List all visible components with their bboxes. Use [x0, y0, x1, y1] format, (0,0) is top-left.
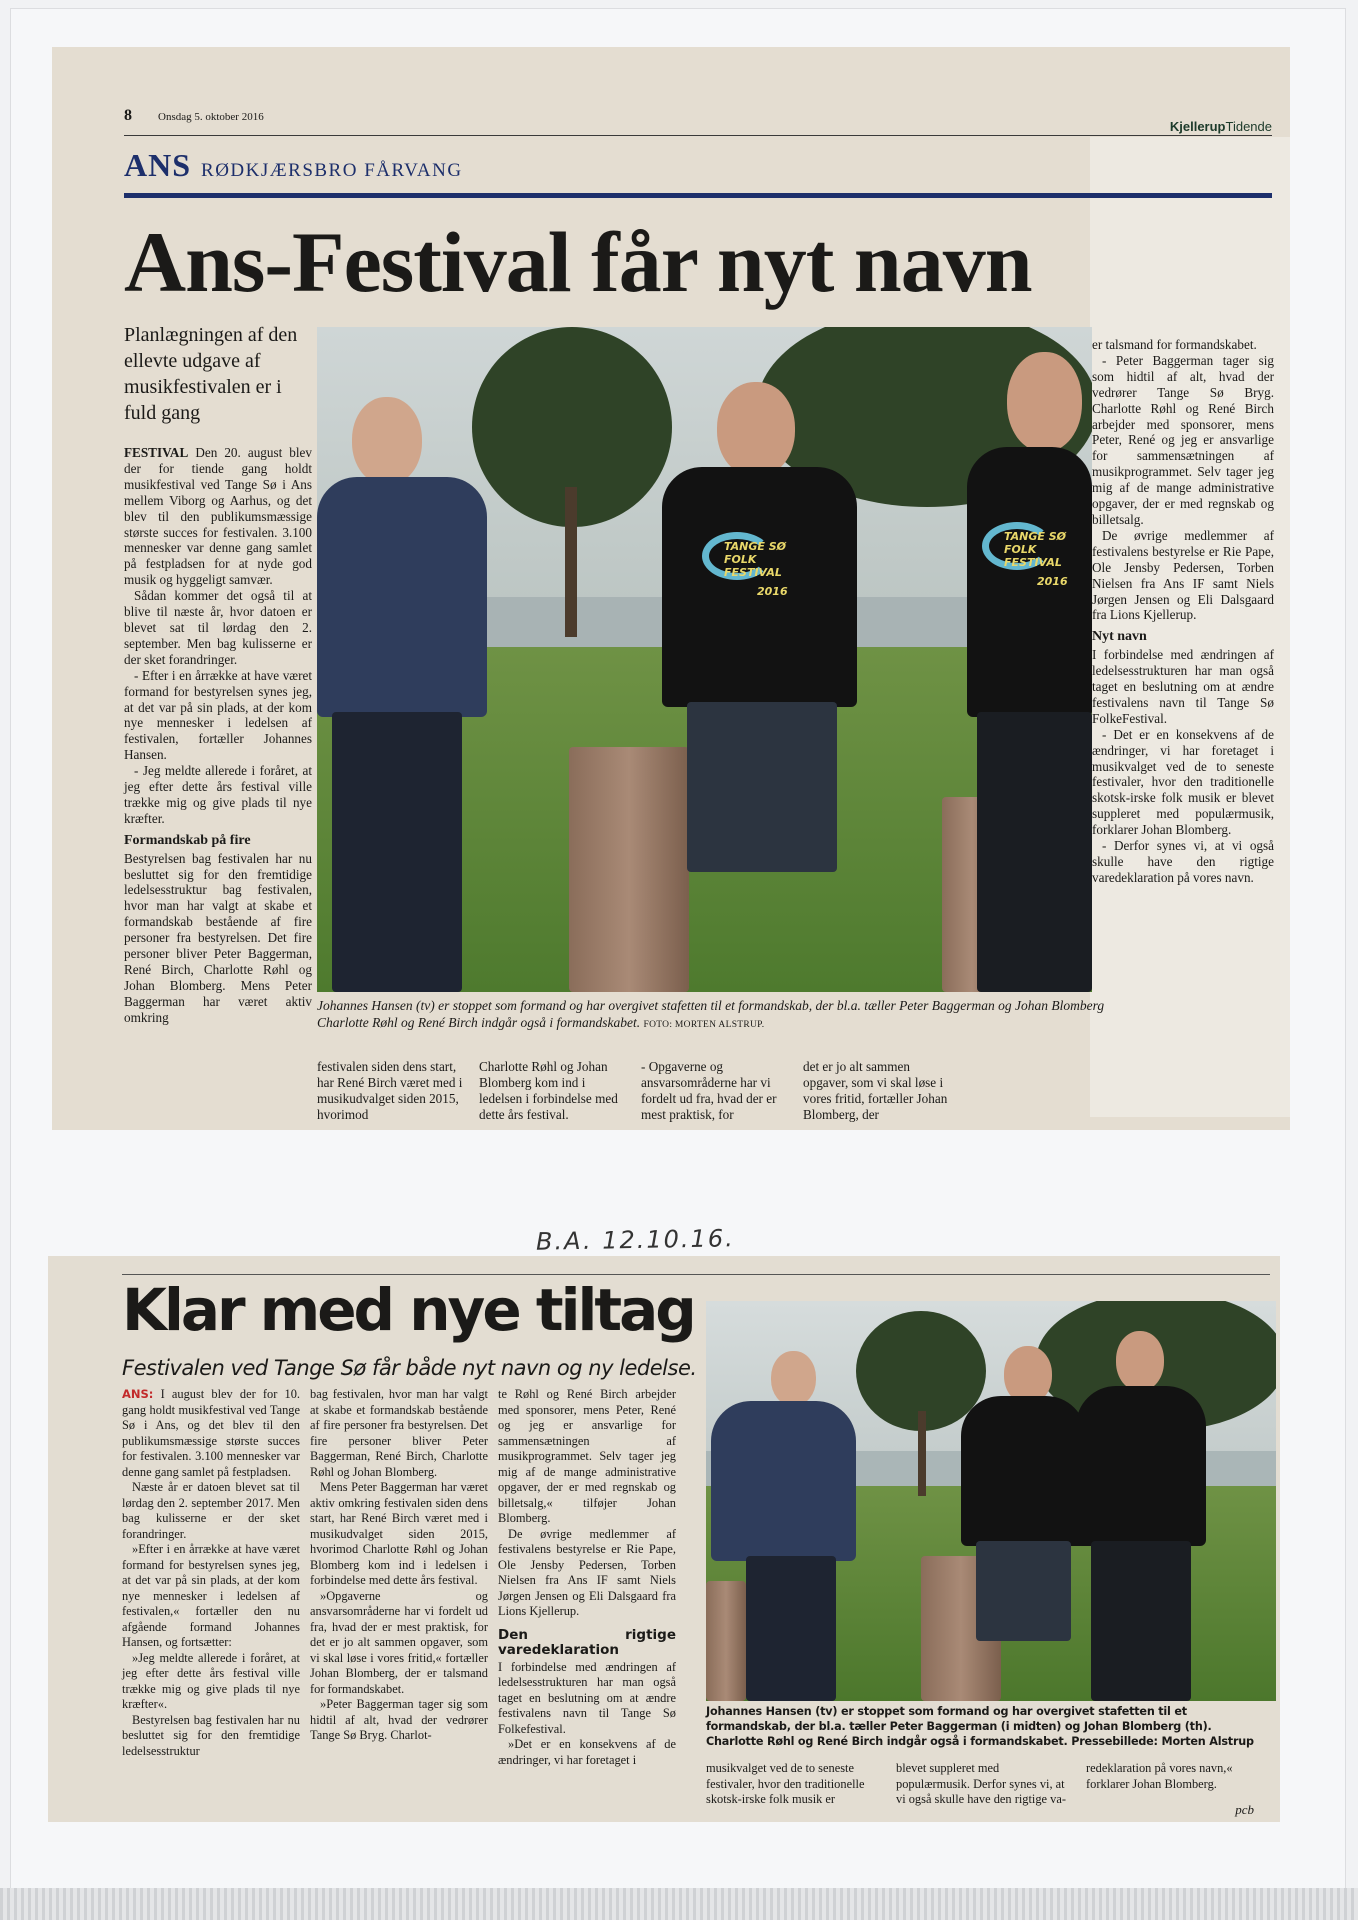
text-columns — [122, 1387, 676, 1768]
paragraph: bag festivalen, hvor man har valgt at skabe et formandskab bestående af fire personer fra bestyrelsen. Det fire personer bliver Peter Baggerman, René Birch, Charlotte Røhl og Johan Blomberg. — [310, 1387, 488, 1479]
paragraph: I forbindelse med ændringen af ledelsesstrukturen har man også taget en beslutning om at ændre festivalens navn til Tange Sø FolkeFestival. — [1092, 647, 1274, 726]
binder-edge — [0, 1888, 1358, 1920]
photo-caption — [317, 997, 1107, 1034]
headline: Klar med nye tiltag — [122, 1276, 694, 1344]
column: festivalen siden dens start, har René Birch været med i musikudvalget siden 2015, hvorimod — [317, 1059, 463, 1122]
head — [771, 1351, 816, 1406]
column-2 — [310, 1387, 488, 1768]
paragraph: - Jeg meldte allerede i foråret, at jeg efter dette års festival ville trække mig og give plads til nye kræfter. — [124, 763, 312, 826]
page-folio — [124, 107, 264, 125]
shorts — [687, 702, 837, 872]
festival-logo — [702, 532, 788, 598]
paragraph: »Det er en konsekvens af de ændringer, vi har foretaget i — [498, 1737, 676, 1767]
head — [1007, 352, 1082, 452]
subhead: Nyt navn — [1092, 629, 1147, 645]
section-main: ANS — [124, 147, 192, 183]
paper-name-regular: Tidende — [1225, 119, 1272, 134]
paper-name-bold: Kjellerup — [1169, 119, 1226, 134]
page-number: 8 — [124, 107, 132, 124]
paragraph: »Peter Baggerman tager sig som hidtil af alt, hvad der vedrører Tange Sø Bryg. Charlot- — [310, 1697, 488, 1742]
subhead: Formandskab på fire — [124, 832, 251, 848]
granite-post — [706, 1581, 746, 1701]
column: Charlotte Røhl og Johan Blomberg kom ind i ledelsen i forbindelse med dette års festival. — [479, 1059, 618, 1122]
divider — [124, 135, 1272, 136]
deck: Planlægningen af den ellevte udgave af musikfestivalen er i fuld gang — [124, 324, 298, 424]
paragraph: Næste år er datoen blevet sat til lørdag den 2. september 2017. Men bag kulisserne er der sket forandringer. — [122, 1480, 300, 1541]
head — [717, 382, 795, 477]
column-3 — [498, 1387, 676, 1768]
photo-caption: Johannes Hansen (tv) er stoppet som formand og har overgivet stafetten til et formandskab, der bl.a. tæller Peter Baggerman (i midten) og Johan Blomberg (th). Charlotte Røhl og René Birch indgår også i formandskabet. Pressebillede: Morten Alstrup — [706, 1705, 1254, 1748]
section-rule — [124, 193, 1272, 198]
tree-trunk — [918, 1411, 926, 1496]
section-sub: RØDKJÆRSBRO FÅRVANG — [201, 160, 463, 181]
head — [1116, 1331, 1164, 1391]
column: - Opgaverne og ansvarsområderne har vi fordelt ud fra, hvad der er mest praktisk, for — [641, 1059, 777, 1122]
photo-three-men-at-lake — [317, 327, 1092, 992]
paragraph: »Jeg meldte allerede i foråret, at jeg efter dette års festival ville trække mig og give plads til nye kræfter«. — [122, 1650, 300, 1711]
sweater — [711, 1401, 856, 1561]
divider — [122, 1274, 1270, 1275]
kicker: FESTIVAL — [124, 445, 189, 460]
bottom-columns — [317, 1059, 1107, 1123]
paragraph: - Efter i en årrække at have været formand for bestyrelsen synes jeg, at det var på sin plads, at der kom nye mennesker i ledelsen af festivalen, fortæller Johannes Hansen. — [124, 667, 312, 763]
newspaper-clipping-ba — [48, 1256, 1280, 1822]
headline: Ans-Festival får nyt navn — [124, 214, 1032, 310]
section-header — [124, 147, 463, 184]
column: det er jo alt sammen opgaver, som vi skal løse i vores fritid, fortæller Johan Blomberg, der — [803, 1059, 948, 1122]
bottom-columns — [706, 1761, 1262, 1808]
logo-year: 2016 — [1037, 575, 1068, 588]
paragraph: er talsmand for formandskabet. — [1092, 337, 1257, 352]
logo-text: TANGE SØ FOLK FESTIVAL — [724, 540, 787, 579]
festival-logo — [982, 522, 1068, 588]
paragraph: te Røhl og René Birch arbejder med sponsorer, mens Peter, René og jeg er ansvarlige for sammensætningen af musikprogrammet. Selv tager jeg mig af de mange administrative opgaver, der er med regnskab og billetsalg,« tilføjer Johan Blomberg. — [498, 1387, 676, 1525]
tree-trunk — [565, 487, 577, 637]
kicker: ANS: — [122, 1387, 154, 1401]
paragraph: Bestyrelsen bag festivalen har nu besluttet sig for den fremtidige ledelsesstruktur bag festivalen, hvor man har valgt at skabe et formandskab bestående af fire personer fra bestyrelsen. Det fire personer bliver Peter Baggerman, René Birch, Charlotte Røhl og Johan Blomberg. Mens Peter Baggerman har været aktiv omkring — [124, 850, 312, 1025]
photo-credit: FOTO: MORTEN ALSTRUP. — [643, 1020, 765, 1030]
column: blevet suppleret med populærmusik. Derfor synes vi, at vi også skulle have den rigtige va- — [896, 1761, 1066, 1806]
paragraph-text: Den 20. august blev der for tiende gang holdt musikfestival ved Tange Sø i Ans mellem Viborg og Aarhus, og det blev til den publikumsmæssige største succes for festivalen. 3.100 mennesker var denne gang samlet på festpladsen for at nyde god musik og hyggeligt samvær. — [124, 445, 313, 588]
paragraph — [122, 1387, 300, 1480]
right-column — [1092, 337, 1274, 886]
handwritten-note: B.A. 12.10.16. — [535, 1224, 735, 1256]
paragraph: De øvrige medlemmer af festivalens bestyrelse er Rie Pape, Ole Jensby Pedersen, Torben Nielsen fra Ans IF samt Niels Jørgen Jensen og Eli Dalsgaard fra Lions Kjellerup. — [498, 1526, 676, 1618]
paragraph: Bestyrelsen bag festivalen har nu besluttet sig for den fremtidige ledelsesstruktur — [122, 1712, 300, 1758]
issue-date: Onsdag 5. oktober 2016 — [158, 111, 264, 123]
subhead: Den rigtige varedeklaration — [498, 1626, 676, 1658]
paragraph: Sådan kommer det også til at blive til næste år, hvor datoen er blevet sat til lørdag den 2. september. Men bag kulisserne er der sket forandringer. — [124, 588, 312, 667]
paragraph: »Opgaverne og ansvarsområderne har vi fordelt ud fra, hvad der er mest praktisk, for det er jo alt sammen opgaver, som vi skal løse i vores fritid,« fortæller Johan Blomberg, der er talsmand for formandskabet. — [310, 1588, 488, 1696]
column-1 — [122, 1387, 300, 1768]
deck: Festivalen ved Tange Sø får både nyt navn og ny ledelse. — [122, 1356, 697, 1380]
paragraph: De øvrige medlemmer af festivalens bestyrelse er Rie Pape, Ole Jensby Pedersen, Torben Nielsen fra Ans IF samt Niels Jørgen Jensen og Eli Dalsgaard fra Lions Kjellerup. — [1092, 527, 1274, 623]
paragraph: I forbindelse med ændringen af ledelsesstrukturen har man også taget en beslutning om at ændre festivalens navn til Tange Sø Folkefestival. — [498, 1659, 676, 1736]
head — [352, 397, 422, 485]
granite-post — [569, 747, 689, 992]
shorts — [976, 1541, 1071, 1641]
paper-name — [1170, 119, 1272, 134]
paragraph — [124, 445, 312, 588]
paragraph: - Det er en konsekvens af de ændringer, vi har foretaget i musikvalget ved de to seneste festivaler, hvor den traditionelle skotsk-irske folk musik er blevet suppleret med populærmusik, forklarer Johan Blomberg. — [1092, 726, 1274, 838]
trousers — [1091, 1541, 1191, 1701]
paragraph: - Peter Baggerman tager sig som hidtil af alt, hvad der vedrører Tange Sø Bryg. Charlotte Røhl og René Birch arbejder med sponsorer, mens Peter, René og jeg er ansvarlige for sammensætningen af musikprogrammet. Selv tager jeg mig af de mange administrative opgaver, der er med regnskab og billetsalg. — [1092, 352, 1274, 527]
paragraph-text: I august blev der for 10. gang holdt musikfestival ved Tange Sø i Ans, og det blev til den publikumsmæssige største succes for festivalen. 3.100 mennesker var denne gang samlet på festpladsen. — [122, 1387, 300, 1479]
paragraph: - Derfor synes vi, at vi også skulle have den rigtige varedeklaration på vores navn. — [1092, 838, 1274, 885]
tshirt — [961, 1396, 1086, 1546]
caption-text: Johannes Hansen (tv) er stoppet som formand og har overgivet stafetten til et formandskab, der bl.a. tæller Peter Baggerman og Johan Blomberg Charlotte Røhl og René Birch indgår også i formandskabet. — [317, 998, 1105, 1030]
trousers — [746, 1556, 836, 1701]
author-signature: pcb — [1235, 1802, 1254, 1817]
trousers — [977, 712, 1092, 992]
logo-text: TANGE SØ FOLK FESTIVAL — [1004, 530, 1067, 569]
trousers — [332, 712, 462, 992]
logo-year: 2016 — [757, 585, 788, 598]
left-column — [124, 445, 312, 1026]
paragraph: Mens Peter Baggerman har været aktiv omkring festivalen siden dens start, har René Birch været med i musikudvalget siden 2015, hvorimod Charlotte Røhl og Johan Blomberg kom ind i ledelsen i forbindelse med dette års festival. — [310, 1480, 488, 1587]
column: redeklaration på vores navn,« forklarer Johan Blomberg. — [1086, 1761, 1233, 1791]
paragraph: »Efter i en årrække at have været formand for bestyrelsen synes jeg, at det var på sin plads, at der kom nye mennesker i ledelsen af festivalen,« fortæller den nu afgående formand Johannes Hansen, og fortsætter: — [122, 1542, 300, 1649]
newspaper-clipping-kjellerup-tidende — [52, 47, 1290, 1130]
sweater — [317, 477, 487, 717]
column: musikvalget ved de to seneste festivaler, hvor den traditionelle skotsk-irske folk musik er — [706, 1761, 865, 1806]
photo-three-men-at-lake — [706, 1301, 1276, 1701]
tshirt — [1076, 1386, 1206, 1546]
